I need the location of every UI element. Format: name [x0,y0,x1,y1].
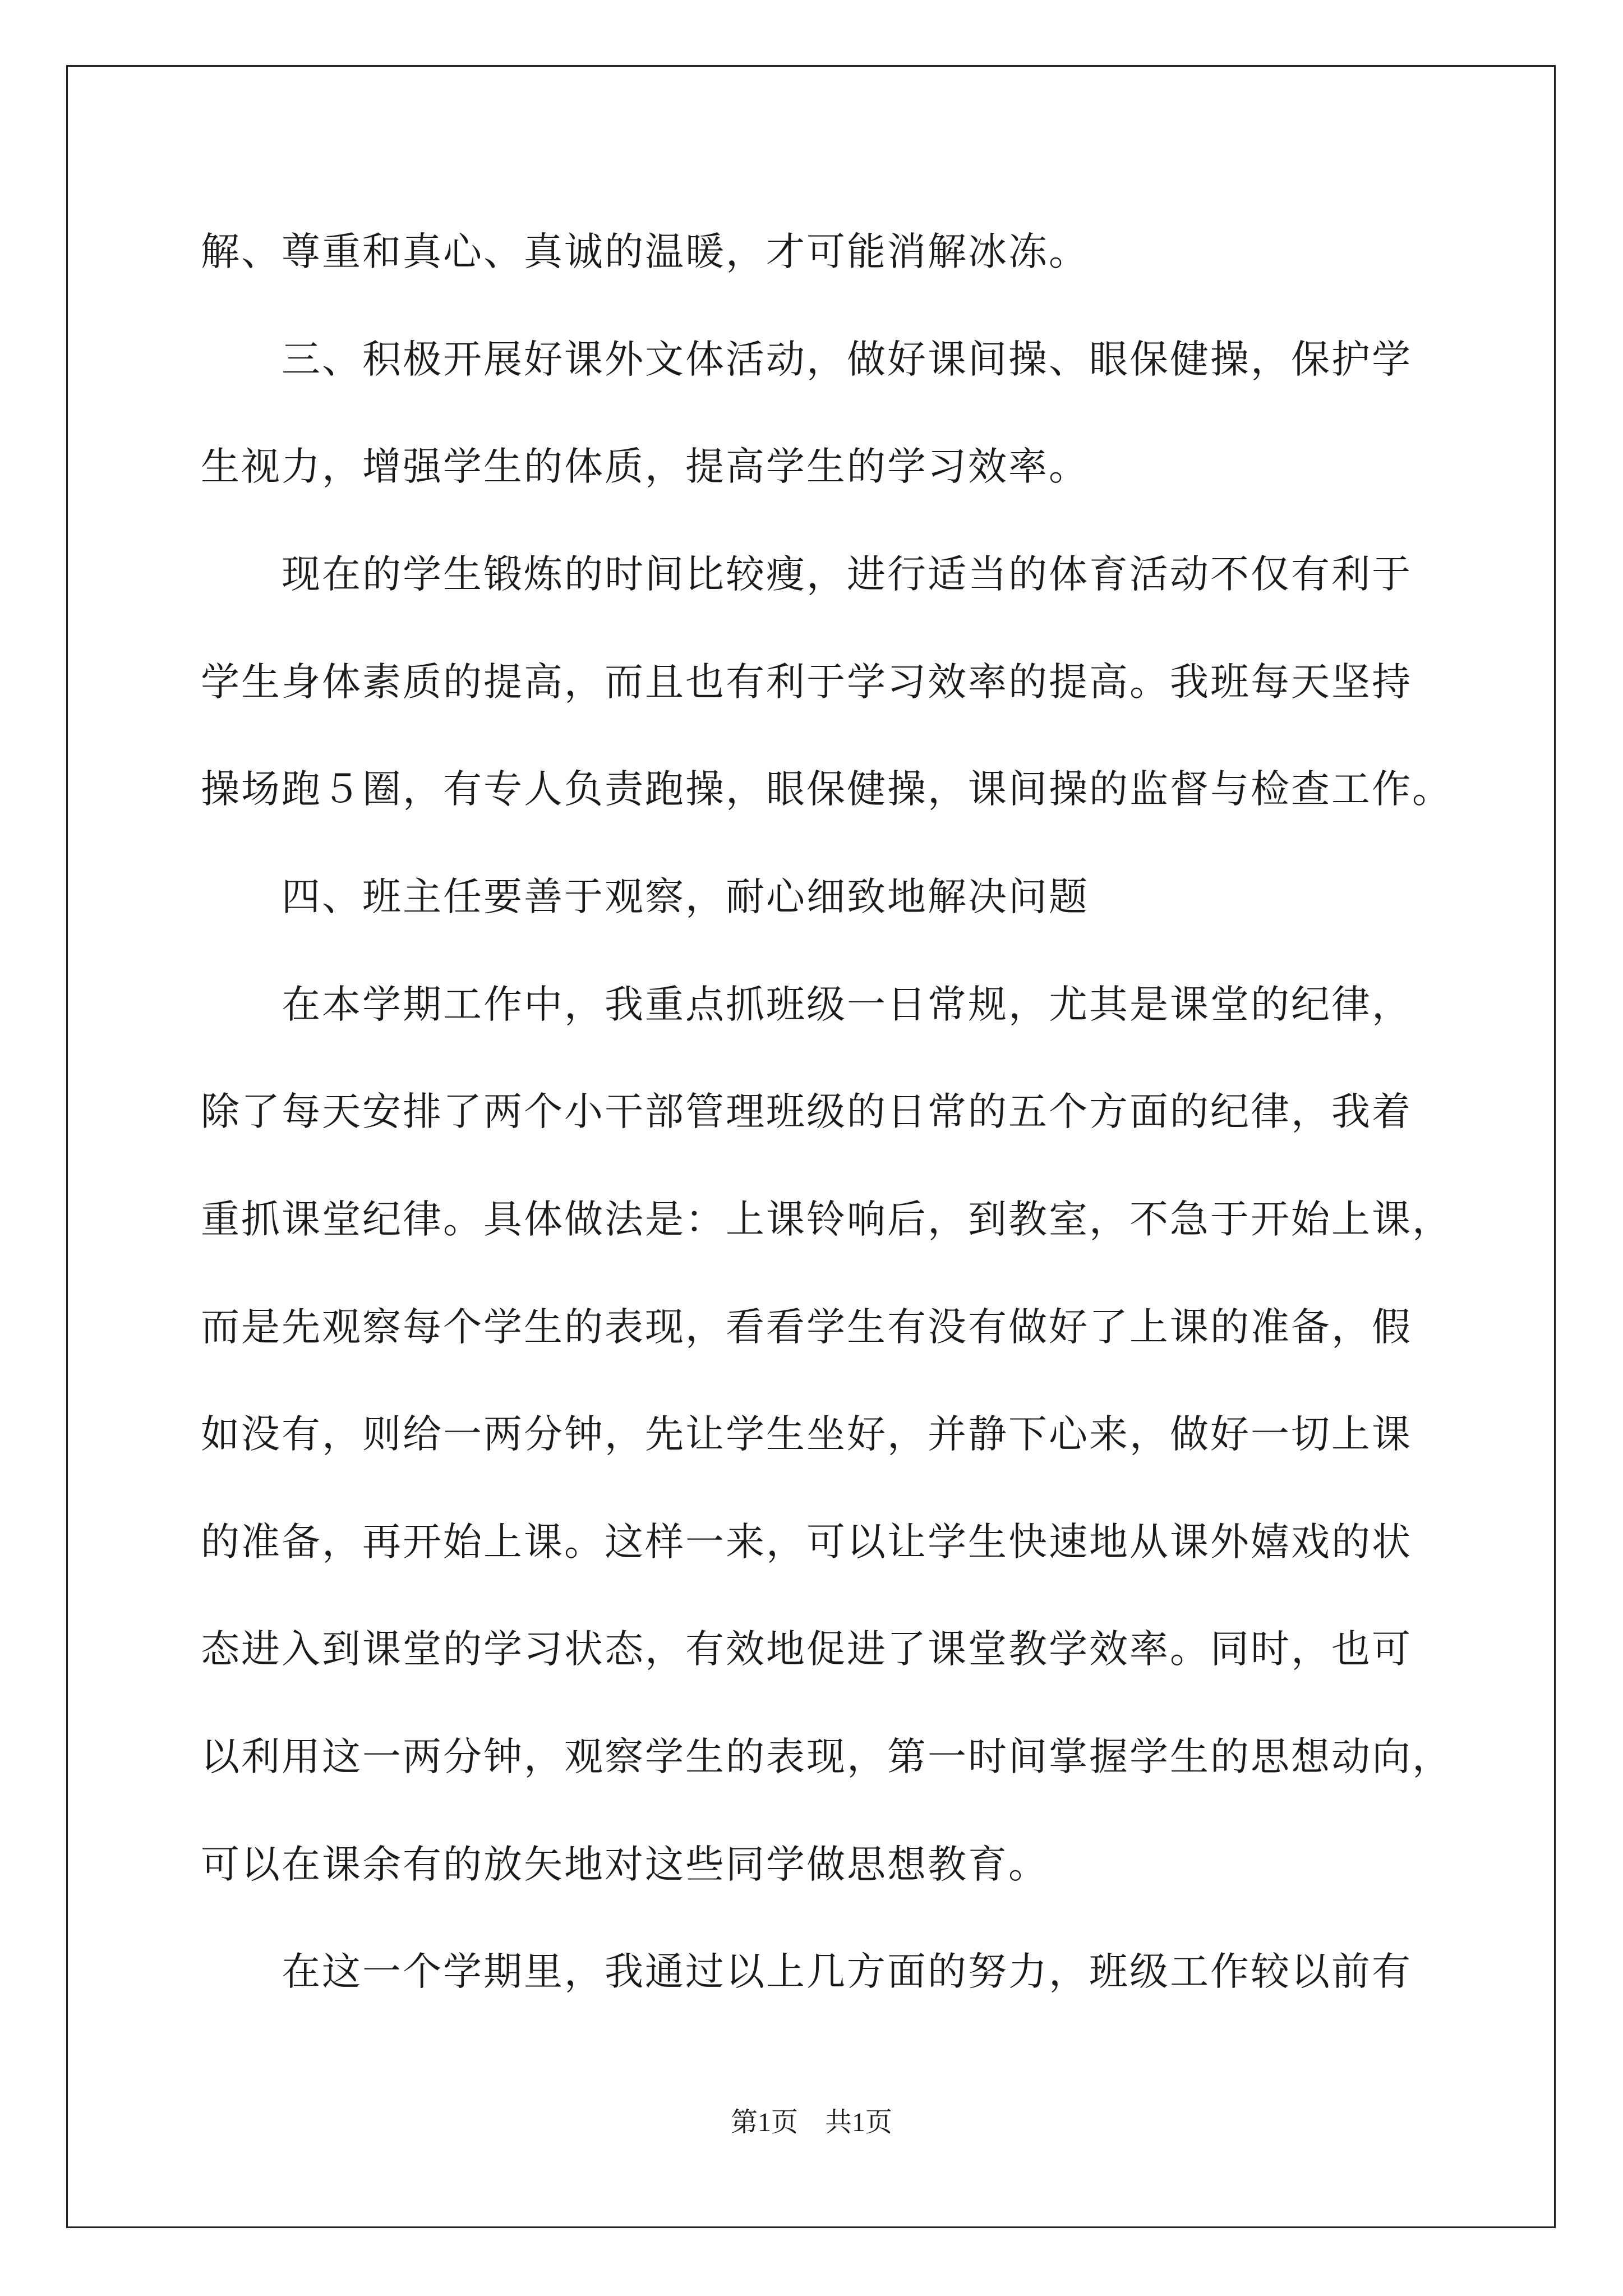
paragraph-line: 在这一个学期里，我通过以上几方面的努力，班级工作较以前有 [282,1949,1412,1994]
paragraph-line: 除了每天安排了两个小干部管理班级的日常的五个方面的纪律，我着 [201,1089,1412,1134]
paragraph-line: 现在的学生锻炼的时间比较瘦，进行适当的体育活动不仅有利于 [282,552,1412,597]
section-heading-line: 四、班主任要善于观察，耐心细致地解决问题 [282,875,1089,919]
paragraph-line: 操场跑５圈，有专人负责跑操，眼保健操，课间操的监督与检查工作。 [201,767,1453,812]
paragraph-line: 解、尊重和真心、真诚的温暖，才可能消解冰冻。 [201,229,1089,274]
section-heading-line: 三、积极开展好课外文体活动，做好课间操、眼保健操，保护学 [282,337,1412,382]
paragraph-line: 如没有，则给一两分钟，先让学生坐好，并静下心来，做好一切上课 [201,1412,1412,1457]
paragraph-line: 以利用这一两分钟，观察学生的表现，第一时间掌握学生的思想动向， [201,1734,1453,1779]
paragraph-line: 可以在课余有的放矢地对这些同学做思想教育。 [201,1842,1049,1887]
page-border [66,65,1556,2228]
paragraph-line: 学生身体素质的提高，而且也有利于学习效率的提高。我班每天坚持 [201,660,1412,705]
paragraph-line: 生视力，增强学生的体质，提高学生的学习效率。 [201,444,1089,489]
page-footer: 第1页 共1页 [730,2108,892,2137]
paragraph-line: 在本学期工作中，我重点抓班级一日常规，尤其是课堂的纪律， [282,982,1412,1027]
paragraph-line: 的准备，再开始上课。这样一来，可以让学生快速地从课外嬉戏的状 [201,1520,1412,1565]
paragraph-line: 态进入到课堂的学习状态，有效地促进了课堂教学效率。同时，也可 [201,1627,1412,1672]
paragraph-line: 重抓课堂纪律。具体做法是：上课铃响后，到教室，不急于开始上课， [201,1197,1453,1242]
paragraph-line: 而是先观察每个学生的表现，看看学生有没有做好了上课的准备，假 [201,1305,1412,1350]
